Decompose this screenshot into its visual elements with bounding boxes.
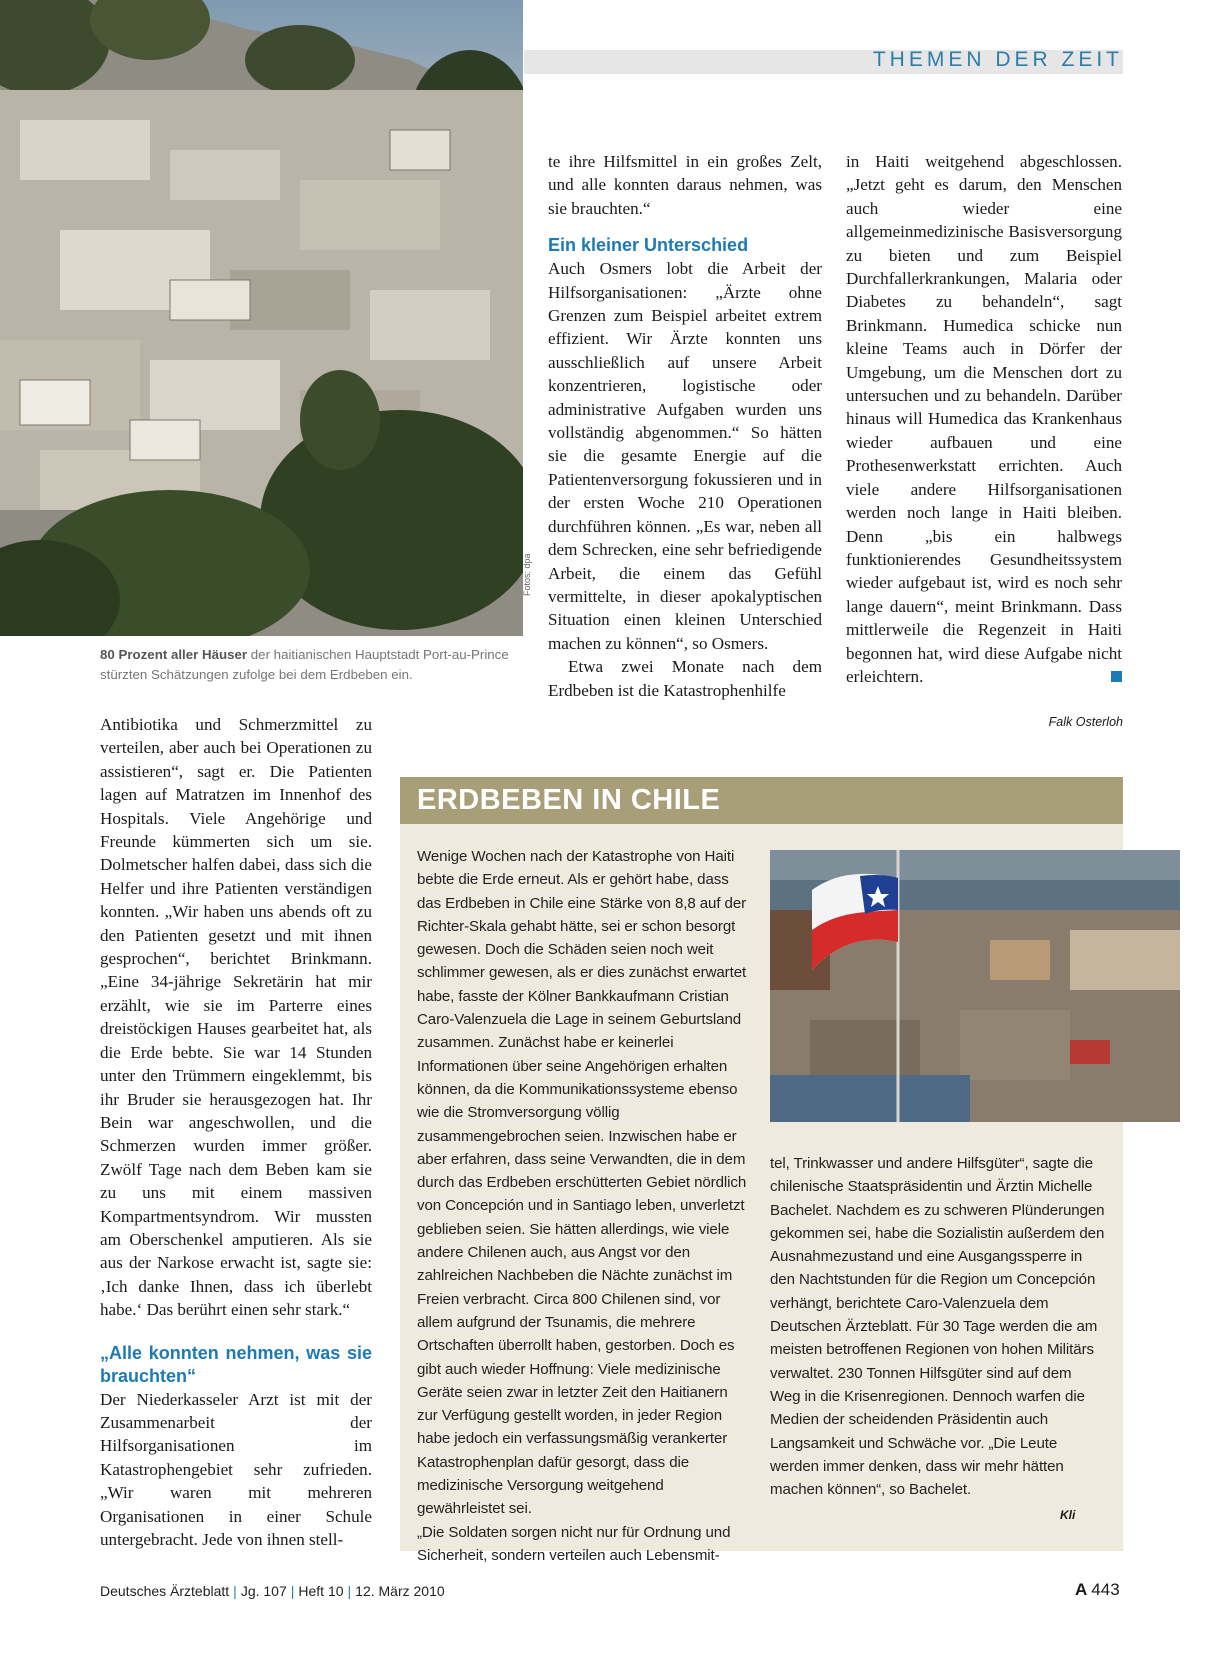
info-box-column-1 <box>417 845 750 1567</box>
page-number-value: 443 <box>1091 1580 1120 1599</box>
paragraph: „Die Soldaten sorgen nicht nur für Ordnung und Sicherheit, sondern verteilen auch Lebensmit- <box>417 1523 731 1564</box>
info-box-title: ERDBEBEN IN CHILE <box>417 784 721 816</box>
info-box-signature: Kli <box>1060 1508 1076 1522</box>
subheading: „Alle konnten nehmen, was sie brauchten“ <box>100 1342 372 1386</box>
paragraph: Der Niederkasseler Arzt ist mit der Zusammenarbeit der Hilfsorganisationen im Katastrophengebiet sehr zufrieden. „Wir waren mit mehreren Organisationen in einer Schule untergebracht. Jede von ihnen stell- <box>100 1389 372 1549</box>
page-prefix: A <box>1075 1580 1088 1599</box>
end-square-icon <box>1111 671 1122 682</box>
haiti-earthquake-photo <box>0 0 523 636</box>
photo-credit: Fotos: dpa <box>522 553 532 596</box>
photo-caption <box>100 645 525 685</box>
article-column-1 <box>100 713 372 1551</box>
volume: Jg. 107 <box>240 1583 287 1599</box>
author-name: Falk Osterloh <box>1048 715 1123 729</box>
issue: Heft 10 <box>298 1583 344 1599</box>
footer: Deutsches Ärzteblatt | Jg. 107 | Heft 10 | 12. März 2010 <box>100 1583 445 1599</box>
article-column-3 <box>846 150 1122 688</box>
paragraph <box>846 150 1122 688</box>
journal-name: Deutsches Ärzteblatt <box>100 1583 230 1599</box>
paragraph: Wenige Wochen nach der Katastrophe von Haiti bebte die Erde erneut. Als er gehört habe, dass das Erdbeben in Chile eine Stärke von 8,8 auf der Richter-Skala gehabt hätte, sei er schon besorgt gewesen. Doch die Schäden seien noch weit schlimmer gewesen, als er dies zunächst erwartet habe, fasste der Kölner Bankkaufmann Cristian Caro-Valenzuela die Lage in seinem Geburtsland zusammen. Zunächst habe er keinerlei Informationen über seine Angehörigen erhalten können, da die Kommunikationssysteme ebenso wie die Stromversorgung völlig zusammengebrochen seien. Inzwischen habe er aber erfahren, dass seine Verwandten, die in dem durch das Erdbeben erschütterten Gebiet nördlich von Concepción und in Santiago leben, unverletzt geblieben seien. Sie hätten allerdings, wie viele andere Chilenen auch, aus Angst vor den zahlreichen Nachbeben die Nächte zunächst im Freien verbracht. Circa 800 Chilenen sind, vor allem aufgrund der Tsunamis, die mehrere Ortschaften überrollt haben, gestorben. Doch es gibt auch wieder Hoffnung: Viele medizinische Geräte seien zwar in letzter Zeit den Haitianern zur Verfügung gestellt worden, in jeder Region habe jedoch ein verfassungsmäßig verankerter Katastrophenplan dafür gesorgt, dass die medizinische Versorgung weitgehend gewährleistet sei. <box>417 848 747 1518</box>
paragraph: Antibiotika und Schmerzmittel zu verteilen, aber auch bei Operationen zu assistieren“, sagt er. Die Patienten lagen auf Matratzen im Innenhof des Hospitals. Viele Angehörige und Freunde kümmerten sich um sie. Dolmetscher halfen dabei, dass sich die Helfer und ihre Patienten verständigen konnten. „Wir haben uns abends oft zu den Patienten gesetzt und mit ihnen gesprochen“, berichtet Brinkmann. „Eine 34-jährige Sekretärin hat mir erzählt, wie sie im Parterre eines dreistöckigen Hauses gearbeitet hat, als die Erde bebte. Sie war 14 Stunden unter den Trümmern eingeklemmt, bis ihr Bruder sie herausgezogen hat. Ihr Bein war angeschwollen, und die Schmerzen wurden immer größer. Zwölf Tage nach dem Beben kam sie zu uns mit einem massiven Kompartmentsyndrom. Wir mussten am Oberschenkel amputieren. Als sie aus der Narkose erwacht ist, sagte sie: ‚Ich danke Ihnen, dass ich überlebt habe.‘ Das berührt einen sehr stark.“ <box>100 715 372 1320</box>
article-column-2 <box>548 150 822 702</box>
paragraph: Etwa zwei Monate nach dem Erdbeben ist die Katastrophenhilfe <box>548 657 822 700</box>
paragraph: te ihre Hilfsmittel in ein großes Zelt, und alle konnten daraus nehmen, was sie brauchten.“ <box>548 152 822 218</box>
section-label: THEMEN DER ZEIT <box>872 48 1123 71</box>
chile-flag-photo <box>770 850 1180 1122</box>
caption-text: der haitianischen Hauptstadt Port-au-Prince stürzten Schätzungen zufolge bei dem Erdbeben ein. <box>100 647 509 682</box>
info-box-column-2 <box>770 1152 1105 1501</box>
paragraph: tel, Trinkwasser und andere Hilfsgüter“, sagte die chilenische Staatspräsidentin und Ärztin Michelle Bachelet. Nachdem es zu schweren Plünderungen gekommen sei, habe die Sozialistin außerdem den Ausnahmezustand und eine Ausgangssperre in den Nachtstunden für die Region um Concepción verhängt, berichtete Caro-Valenzuela dem Deutschen Ärzteblatt. Für 30 Tage werden die am meisten betroffenen Regionen von hohen Militärs verwaltet. 230 Tonnen Hilfsgüter sind auf dem Weg in die Krisenregionen. Dennoch warfen die Medien der scheidenden Präsidentin auch Langsamkeit und Schwäche vor. „Die Leute werden immer denken, dass wir mehr hätten machen können“, so Bachelet. <box>770 1155 1105 1499</box>
subheading: Ein kleiner Unterschied <box>548 235 749 256</box>
issue-date: 12. März 2010 <box>355 1583 445 1599</box>
paragraph-text: in Haiti weitgehend abgeschlossen. „Jetzt geht es darum, den Menschen auch wieder eine allgemeinmedizinische Basisversorgung zu bieten und zum Beispiel Durchfallerkrankungen, Malaria oder Diabetes zu behandeln“, sagt Brinkmann. Humedica schicke nun kleine Teams auch in Dörfer der Umgebung, um die Menschen dort zu untersuchen und zu behandeln. Darüber hinaus will Humedica das Krankenhaus wieder aufbauen und eine Prothesenwerkstatt errichten. Auch viele andere Hilfsorganisationen werden noch lange in Haiti bleiben. Denn „bis ein halbwegs funktionierendes Gesundheitssystem wieder aufgebaut ist, wird es noch sehr lange dauern“, meint Brinkmann. Dass mittlerweile die Regenzeit in Haiti begonnen hat, wird diese Aufgabe nicht erleichtern. <box>846 152 1122 686</box>
paragraph: Auch Osmers lobt die Arbeit der Hilfsorganisationen: „Ärzte ohne Grenzen zum Beispiel arbeitet extrem effizient. Wir Ärzte konnten uns ausschließlich auf unsere Arbeit konzentrieren, logistische oder administrative Aufgaben wurden uns vollständig abgenommen.“ So hätten sie die gesamte Energie auf die Patientenversorgung fokussieren und in der ersten Woche 210 Operationen durchführen können. „Es war, neben all dem Schrecken, eine sehr befriedigende Arbeit, die einem das Gefühl vermittelte, in dieser apokalyptischen Situation einen kleinen Unterschied machen zu können“, so Osmers. <box>548 259 822 653</box>
page-number <box>1075 1580 1120 1600</box>
caption-lead: 80 Prozent aller Häuser <box>100 647 248 662</box>
